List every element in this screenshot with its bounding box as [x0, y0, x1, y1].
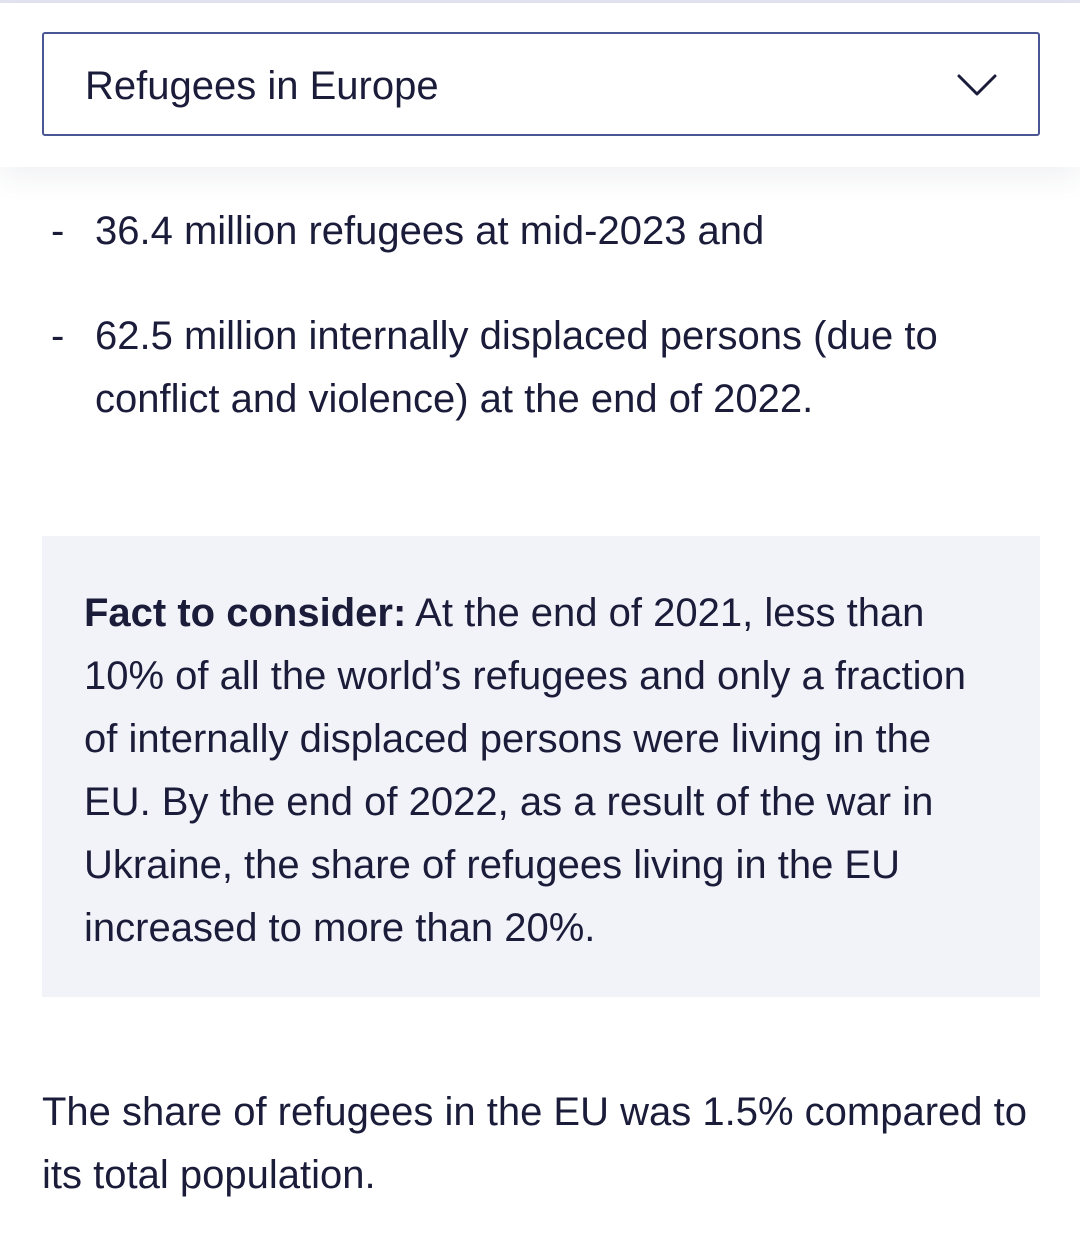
dash-marker: -	[51, 209, 65, 253]
list-item	[0, 200, 1040, 263]
summary-paragraph: The share of refugees in the EU was 1.5% compared to its total population.	[42, 1090, 1027, 1197]
topic-select-value: Refugees in Europe	[85, 64, 439, 108]
list-item-text: 36.4 million refugees at mid-2023 and	[95, 209, 765, 253]
fact-paragraph	[84, 582, 998, 960]
list-item-text: 62.5 million internally displaced persons (due to conflict and violence) at the end of 2022.	[95, 314, 938, 421]
fact-label: Fact to consider:	[84, 591, 407, 635]
topic-select-bar	[0, 3, 1080, 167]
list-item	[0, 305, 1040, 431]
topic-select[interactable]	[42, 32, 1040, 136]
dash-marker: -	[51, 314, 65, 358]
chevron-down-icon[interactable]	[956, 70, 998, 100]
fact-body: At the end of 2021, less than 10% of all the world’s refugees and only a fraction of internally displaced persons were living in the EU. By the end of 2022, as a result of the war in Ukraine, the share of refugees living in the EU increased to more than 20%.	[84, 591, 967, 950]
fact-callout	[42, 536, 1040, 997]
stats-list	[0, 200, 1080, 431]
